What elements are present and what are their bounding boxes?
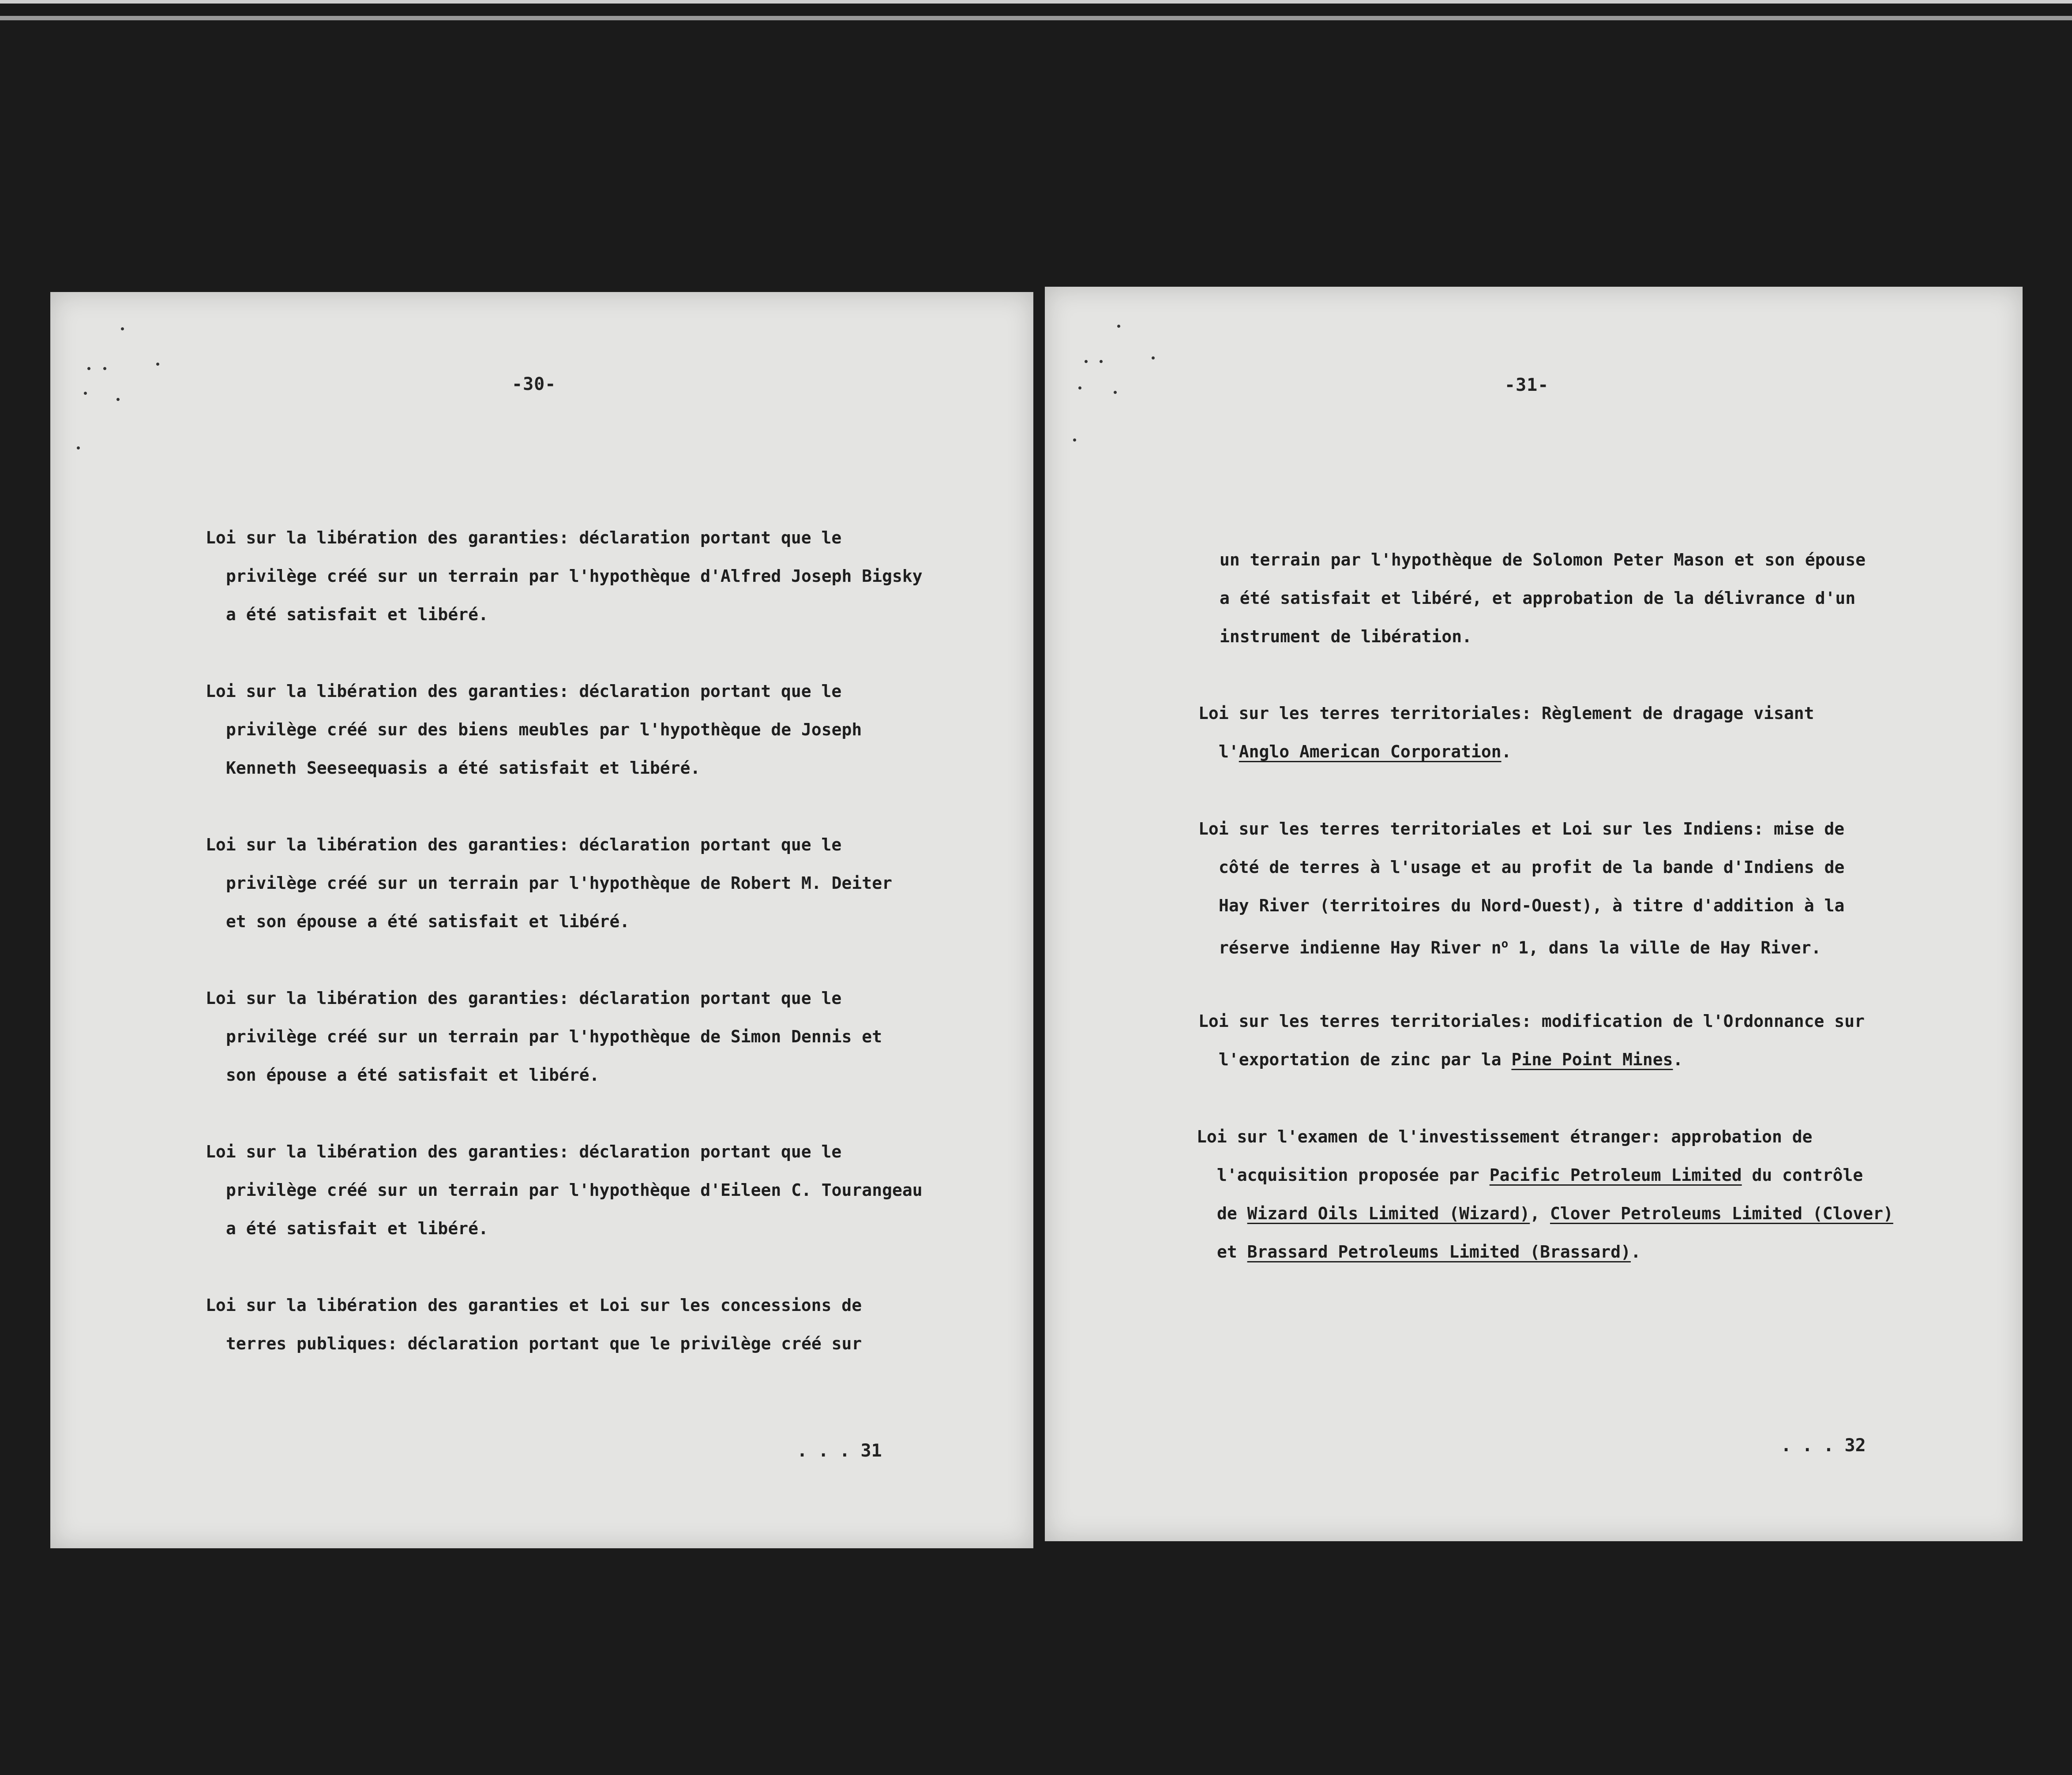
entry-line: Loi sur l'examen de l'investissement étranger: approbation de: [1197, 1127, 1813, 1146]
entry-indian-reserve: [1198, 810, 1844, 967]
page-number: -30-: [512, 374, 556, 394]
entry-continued: [1220, 541, 1866, 656]
entry-line: [1197, 1195, 1893, 1233]
continuation-marker: . . . 31: [797, 1441, 882, 1461]
entry-line: privilège créé sur un terrain par l'hypothèque de Robert M. Deiter: [226, 873, 892, 893]
entry-line: privilège créé sur un terrain par l'hypothèque d'Alfred Joseph Bigsky: [226, 566, 923, 586]
entry-line: Loi sur la libération des garanties: déclaration portant que le: [206, 682, 842, 701]
speck: [1085, 360, 1088, 363]
company-name: Pacific Petroleum Limited: [1489, 1165, 1742, 1185]
speck: [121, 327, 124, 330]
entry-line: son épouse a été satisfait et libéré.: [226, 1065, 600, 1085]
entry-line: privilège créé sur un terrain par l'hypothèque d'Eileen C. Tourangeau: [226, 1180, 923, 1200]
entry-line: Loi sur la libération des garanties et Loi sur les concessions de: [206, 1296, 862, 1315]
entry-line: Loi sur la libération des garanties: déclaration portant que le: [206, 989, 842, 1008]
entry-zinc-export: [1198, 1002, 1865, 1079]
company-name: Anglo American Corporation: [1239, 742, 1501, 761]
superscript: o: [1501, 937, 1509, 951]
entry-line: instrument de libération.: [1220, 627, 1472, 646]
text: .: [1501, 742, 1512, 761]
text: et: [1217, 1242, 1247, 1262]
entry-line: un terrain par l'hypothèque de Solomon Peter Mason et son épouse: [1220, 550, 1866, 569]
entry-line: Loi sur la libération des garanties: déclaration portant que le: [206, 528, 842, 547]
company-name: Pine Point Mines: [1511, 1050, 1673, 1069]
text: de: [1217, 1204, 1247, 1223]
text: du contrôle: [1742, 1165, 1863, 1185]
entry-6: [206, 1286, 862, 1363]
continuation-marker: . . . 32: [1781, 1435, 1866, 1456]
entry-line: [1198, 1041, 1865, 1079]
entry-line: [1198, 733, 1814, 771]
top-edge-rule: [0, 16, 2072, 20]
entry-line: [1197, 1156, 1893, 1195]
text: l': [1219, 742, 1239, 761]
entry-4: [206, 979, 882, 1094]
entry-line: privilège créé sur des biens meubles par l'hypothèque de Joseph: [226, 720, 862, 739]
text: .: [1631, 1242, 1641, 1262]
speck: [84, 392, 87, 395]
entry-line: a été satisfait et libéré, et approbation de la délivrance d'un: [1220, 588, 1856, 608]
entry-line: a été satisfait et libéré.: [226, 1219, 488, 1238]
text: ,: [1530, 1204, 1550, 1223]
entry-line: terres publiques: déclaration portant que le privilège créé sur: [226, 1334, 862, 1353]
page-30: [50, 292, 1033, 1548]
speck: [103, 367, 106, 370]
entry-line: Loi sur les terres territoriales: modification de l'Ordonnance sur: [1198, 1011, 1865, 1031]
speck: [1073, 438, 1076, 442]
page-number: -31-: [1505, 375, 1549, 395]
entry-line: a été satisfait et libéré.: [226, 605, 488, 624]
speck: [116, 398, 120, 401]
speck: [77, 446, 80, 449]
entry-2: [206, 672, 862, 787]
entry-line: Kenneth Seeseequasis a été satisfait et libéré.: [226, 758, 701, 778]
page-31: [1045, 287, 2023, 1541]
entry-line: [1197, 1233, 1893, 1271]
text: l'exportation de zinc par la: [1219, 1050, 1512, 1069]
company-name: Wizard Oils Limited (Wizard): [1247, 1204, 1530, 1223]
entry-line: [1198, 925, 1844, 967]
company-name: Clover Petroleums Limited (Clover): [1550, 1204, 1893, 1223]
text: l'acquisition proposée par: [1217, 1165, 1490, 1185]
company-name: Brassard Petroleums Limited (Brassard): [1247, 1242, 1631, 1262]
top-edge-light: [0, 0, 2072, 4]
entry-3: [206, 826, 892, 941]
entry-line: Loi sur la libération des garanties: déclaration portant que le: [206, 1142, 842, 1161]
text: réserve indienne Hay River n: [1219, 938, 1501, 958]
speck: [1117, 325, 1120, 328]
entry-line: Loi sur la libération des garanties: déclaration portant que le: [206, 835, 842, 854]
speck: [1152, 356, 1155, 359]
entry-line: et son épouse a été satisfait et libéré.: [226, 912, 630, 931]
entry-line: Hay River (territoires du Nord-Ouest), à titre d'addition à la: [1219, 896, 1845, 915]
entry-line: Loi sur les terres territoriales: Règlement de dragage visant: [1198, 704, 1814, 723]
entry-5: [206, 1133, 923, 1248]
entry-dredging: [1198, 694, 1814, 771]
speck: [1100, 360, 1103, 363]
entry-foreign-investment: [1197, 1118, 1893, 1271]
entry-line: Loi sur les terres territoriales et Loi sur les Indiens: mise de: [1198, 819, 1845, 839]
speck: [87, 367, 90, 370]
speck: [1114, 391, 1117, 394]
entry-1: [206, 519, 923, 634]
text: .: [1673, 1050, 1683, 1069]
text: 1, dans la ville de Hay River.: [1508, 938, 1821, 958]
entry-line: privilège créé sur un terrain par l'hypothèque de Simon Dennis et: [226, 1027, 882, 1046]
speck: [1078, 386, 1081, 389]
speck: [156, 363, 159, 366]
entry-line: côté de terres à l'usage et au profit de la bande d'Indiens de: [1219, 858, 1845, 877]
